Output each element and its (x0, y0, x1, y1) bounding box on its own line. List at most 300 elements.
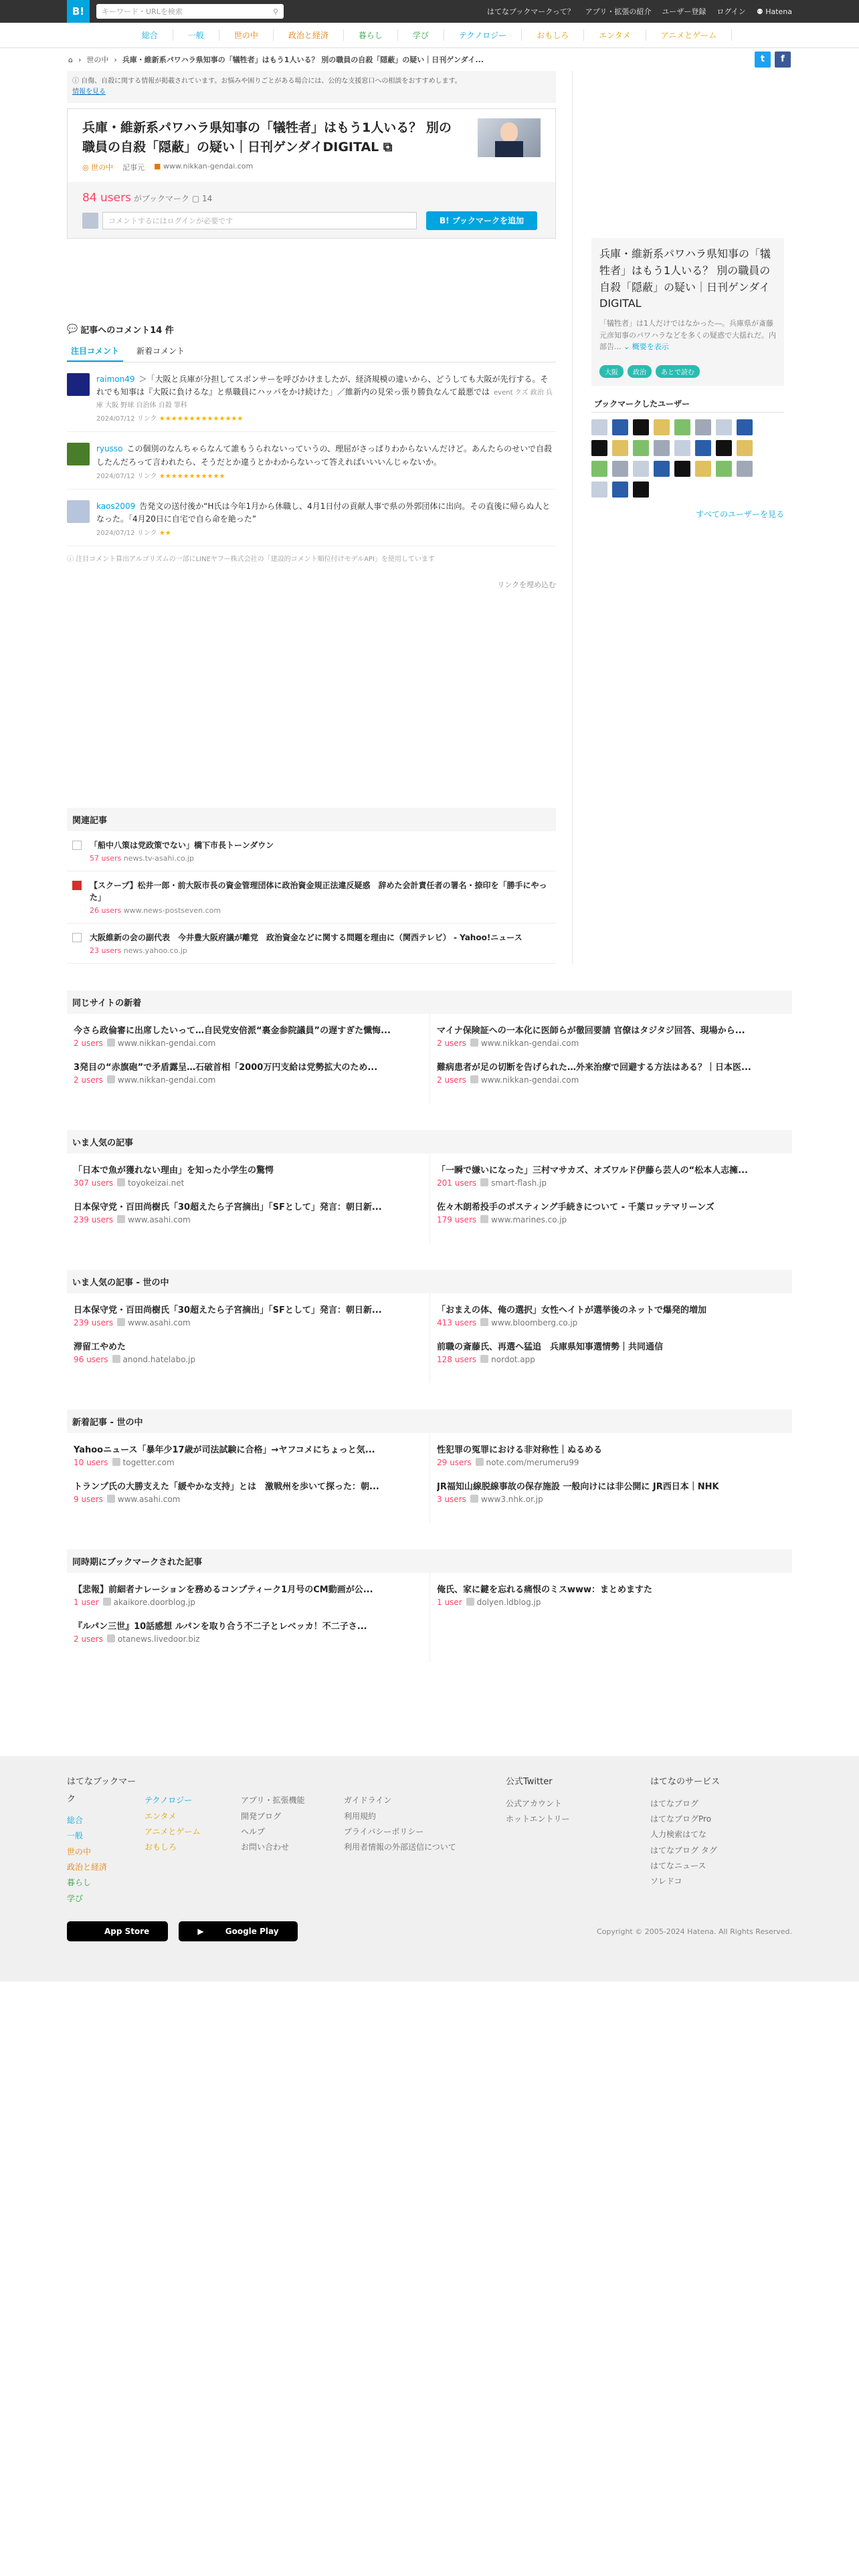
site-favicon-icon (117, 1318, 125, 1326)
star-rating[interactable]: ★★★★★★★★★★★★★★ (159, 415, 244, 423)
related-domain[interactable]: news.tv-asahi.co.jp (123, 854, 195, 863)
tag-read-later[interactable]: あとで読む (656, 365, 700, 378)
user-avatar[interactable] (612, 481, 628, 498)
footer-link[interactable]: はてなブログ (650, 1798, 699, 1808)
related-title[interactable]: 「船中八策は党政策でない」橋下市長トーンダウン (90, 841, 274, 851)
page-icon (72, 841, 82, 850)
footer-category-link[interactable]: テクノロジー (145, 1796, 193, 1806)
footer-category-link[interactable]: 暮らし (67, 1878, 92, 1888)
search-icon[interactable]: ⚲ (272, 7, 278, 16)
footer-link[interactable]: ホットエントリー (506, 1814, 570, 1824)
footer-link[interactable]: ヘルプ (241, 1826, 266, 1836)
user-avatar[interactable] (674, 440, 690, 456)
footer-link[interactable]: ガイドライン (344, 1796, 392, 1806)
comment-username[interactable]: kaos2009 (96, 501, 136, 511)
section-column (430, 1154, 792, 1243)
comment-username[interactable]: raimon49 (96, 374, 135, 384)
about-link[interactable]: はてなブックマークって？ (487, 7, 575, 16)
sidebar-entry-card (591, 238, 784, 386)
register-link[interactable]: ユーザー登録 (662, 7, 706, 16)
nav-item-category[interactable]: 政治と経済 (274, 29, 344, 41)
footer-link[interactable]: プライバシーポリシー (344, 1826, 424, 1836)
nav-item-category[interactable]: エンタメ (584, 29, 646, 41)
article-meta (437, 1458, 785, 1467)
user-avatar[interactable] (695, 440, 711, 456)
footer-link[interactable]: 利用規約 (344, 1811, 377, 1821)
bookmark-count[interactable]: 84 users (82, 191, 131, 205)
article-item (74, 1442, 423, 1467)
article-users[interactable]: 10 users (74, 1458, 108, 1468)
related-title[interactable]: 【スクープ】松井一郎・前大阪市長の資金管理団体に政治資金規正法違反疑惑 辞めた会計責任者の署名・捺印を「勝手にやった」 (90, 881, 547, 903)
facebook-share-icon[interactable]: f (775, 51, 791, 68)
article-item (437, 1060, 785, 1085)
info-icon: ⓘ (72, 78, 82, 85)
related-domain[interactable]: www.news-postseven.com (123, 906, 221, 916)
footer-category-link[interactable]: アニメとゲーム (145, 1826, 201, 1836)
article-meta (74, 1634, 423, 1644)
article-users[interactable]: 307 users (74, 1178, 114, 1188)
article-title[interactable]: 3発目の“赤旗砲”で矛盾露呈…石破首相「2000万円支給は党勢拡大のため... (74, 1063, 378, 1073)
article-section (67, 1270, 792, 1383)
site-favicon-icon (480, 1178, 488, 1186)
article-domain[interactable]: anond.hatelabo.jp (122, 1355, 196, 1365)
article-title[interactable]: 性犯罪の冤罪における非対称性｜ぬるめる (437, 1445, 603, 1456)
article-item (74, 1303, 423, 1327)
user-avatar[interactable] (633, 440, 649, 456)
article-item (437, 1023, 785, 1048)
site-favicon-icon (476, 1458, 484, 1466)
footer-link[interactable]: お問い合わせ (241, 1842, 290, 1852)
tab-new-comments[interactable]: 新着コメント (136, 346, 185, 356)
user-avatar[interactable] (674, 461, 690, 477)
article-users[interactable]: 2 users (437, 1075, 466, 1085)
comment-body (96, 443, 556, 481)
site-favicon-icon (107, 1495, 115, 1503)
nav-item-category[interactable]: 学び (398, 29, 444, 41)
breadcrumb: ⌂ › 世の中 › 兵庫・維新系パワハラ県知事の「犠牲者」はもう1人いる？ 別の職員の自殺「隠蔽」の疑い｜日刊ゲンダイ... t f (0, 48, 859, 71)
article-domain[interactable]: www.bloomberg.co.jp (491, 1318, 578, 1328)
google-play-badge[interactable]: ▶ Google Play (179, 1921, 297, 1941)
user-avatar[interactable] (737, 419, 753, 435)
footer-category-link[interactable]: 世の中 (67, 1846, 92, 1856)
article-item (74, 1023, 423, 1048)
comment-input[interactable]: コメントするにはログインが必要です (102, 212, 417, 229)
all-users-link[interactable]: すべてのユーザーを見る (696, 509, 784, 519)
article-domain[interactable]: akaikore.doorblog.jp (113, 1598, 196, 1608)
article-title[interactable]: 佐々木朗希投手のポスティング手続きについて - 千葉ロッテマリーンズ (437, 1202, 714, 1213)
copyright: Copyright © 2005-2024 Hatena. All Rights Reserved. (596, 1927, 792, 1936)
comment-tags[interactable]: event クズ 政治 兵庫 大阪 野球 自治体 自殺 罪科 (96, 389, 553, 410)
site-favicon-icon (470, 1075, 478, 1083)
nav-item-category[interactable]: 世の中 (219, 29, 274, 41)
site-favicon-icon (117, 1178, 125, 1186)
related-title[interactable]: 大阪維新の会の副代表 今井豊大阪府議が離党 政治資金などに関する問題を理由に（関西テレビ） - Yahoo!ニュース (90, 933, 522, 943)
article-item (74, 1619, 423, 1644)
user-avatar[interactable] (737, 461, 753, 477)
avatar[interactable] (67, 443, 90, 465)
star-rating[interactable]: ★★★★★★★★★★★ (159, 472, 225, 480)
related-domain[interactable]: news.yahoo.co.jp (123, 946, 187, 956)
comment-text: 告発文の送付後か“H氏は今年1月から休職し、4月1日付の貢献人事で県の外郭団体に出向。その直後に帰らぬ人となった。「4月20日に自宅で自ら命を絶った” (96, 501, 551, 524)
article-title[interactable]: 難病患者が足の切断を告げられた…外来治療で回避する方法はある？｜日本医... (437, 1063, 751, 1073)
article-domain[interactable]: www.asahi.com (128, 1318, 191, 1328)
comment-body (96, 373, 556, 425)
article-section (67, 1549, 792, 1662)
footer (0, 1756, 859, 1981)
user-avatar[interactable] (612, 419, 628, 435)
site-favicon-icon (103, 1598, 111, 1606)
article-meta (437, 1598, 785, 1607)
home-icon[interactable]: ⌂ (68, 55, 73, 64)
comment-meta (96, 471, 556, 482)
comments-note: ⓘ 注目コメント算出アルゴリズムの一部にLINEヤフー株式会社の「建設的コメント順位付けモデルAPI」を使用しています (67, 556, 435, 564)
user-avatar[interactable] (612, 440, 628, 456)
article-users[interactable]: 179 users (437, 1215, 477, 1225)
section-column (67, 1573, 430, 1662)
user-avatar-grid (591, 419, 772, 498)
article-users[interactable]: 239 users (74, 1215, 114, 1225)
entry-thumbnail[interactable] (478, 118, 541, 157)
article-users[interactable]: 3 users (437, 1495, 466, 1505)
article-title[interactable]: 【悲報】前細者ナレーションを務めるコンプティーク1月号のCM動画が公... (74, 1585, 373, 1596)
site-favicon-icon: ■ (154, 161, 161, 171)
sensitive-notice: ⓘ 自傷、自殺に関する情報が掲載されています。お悩みや困りごとがある場合には、公的な支援窓口への相談をおすすめします。 情報を見る (67, 71, 556, 103)
article-users[interactable]: 29 users (437, 1458, 472, 1468)
footer-link[interactable]: ソレドコ (650, 1876, 682, 1887)
comment-text: ＞「大阪と兵庫が分担してスポンサーを呼びかけましたが、経済規模の違いから、どうしても大阪が先行する。それでも知事は『大阪に負けるな』と県職員にハッパをかけ続けた」／維新内の見栄っ張り勝負なんて最悪では (96, 374, 549, 397)
article-item (437, 1479, 785, 1504)
sidebar-entry-title[interactable]: 兵庫・維新系パワハラ県知事の「犠牲者」はもう1人いる？ 別の職員の自殺「隠蔽」の疑い｜日刊ゲンダイDIGITAL (599, 247, 771, 310)
comment-text: この個別のなんちゃらなんて誰もうられないっていうの、理屈がさっぱりわからないんだけど。あんたらのせいで自殺したんだろって言われたら、そうだとか違うとかわからないって答えればいいいんじゃないか。 (96, 444, 553, 467)
article-meta (437, 1318, 785, 1327)
footer-category-link[interactable]: おもしろ (145, 1842, 177, 1852)
section-column (67, 1154, 430, 1243)
footer-link[interactable]: はてなブログ タグ (650, 1845, 717, 1855)
nav-item-category[interactable]: 暮らし (344, 29, 398, 41)
star-rating[interactable]: ★★ (159, 530, 171, 538)
add-bookmark-button[interactable]: B! ブックマークを追加 (426, 211, 537, 230)
user-avatar[interactable] (591, 440, 607, 456)
external-link-icon: ⧉ (383, 140, 393, 155)
user-avatar[interactable] (716, 440, 732, 456)
article-meta (437, 1075, 785, 1085)
login-link[interactable]: ログイン (717, 7, 746, 16)
article-title[interactable]: 「おまえの体、俺の選択」女性ヘイトが選挙後のネットで爆発的増加 (437, 1305, 707, 1316)
article-domain[interactable]: toyokeizai.net (128, 1178, 185, 1188)
article-title[interactable]: JR福知山線脱線事故の保存施設 一般向けには非公開に JR西日本｜NHK (437, 1482, 719, 1493)
site-favicon-icon (117, 1215, 125, 1223)
article-meta (74, 1215, 423, 1224)
article-meta (437, 1178, 785, 1188)
related-users[interactable]: 26 users (90, 906, 122, 916)
article-meta (437, 1039, 785, 1048)
article-users[interactable]: 2 users (74, 1634, 103, 1644)
article-item (74, 1200, 423, 1224)
sidebar (591, 71, 784, 964)
article-users[interactable]: 96 users (74, 1355, 108, 1365)
site-favicon-icon (480, 1355, 488, 1363)
user-avatar[interactable] (716, 419, 732, 435)
footer-link[interactable]: 利用者情報の外部送信について (344, 1842, 456, 1852)
avatar[interactable] (67, 500, 90, 523)
footer-heading: はてなブックマーク (67, 1777, 136, 1804)
article-domain[interactable]: www.nikkan-gendai.com (117, 1075, 216, 1085)
article-section (67, 990, 792, 1103)
entry-title[interactable]: 兵庫・維新系パワハラ県知事の「犠牲者」はもう1人いる？ 別の職員の自殺「隠蔽」の疑い｜日刊ゲンダイDIGITAL ⧉ (82, 120, 452, 155)
user-avatar[interactable] (612, 461, 628, 477)
avatar[interactable] (67, 373, 90, 396)
article-item (437, 1303, 785, 1327)
hatena-icon: ⚉ (756, 7, 763, 16)
nav-item-category[interactable]: 一般 (173, 29, 219, 41)
related-users[interactable]: 57 users (90, 854, 122, 863)
article-domain[interactable]: otanews.livedoor.biz (117, 1634, 200, 1644)
footer-category-link[interactable]: 総合 (67, 1815, 84, 1825)
entry-card: 兵庫・維新系パワハラ県知事の「犠牲者」はもう1人いる？ 別の職員の自殺「隠蔽」の疑い｜日刊ゲンダイDIGITAL ⧉ ◎ 世の中 記事元 ■ www.nikkan-gendai.com 84 users がブックマーク ▢ 14 コメントするにはログインが必要です B! ブックマークを追加 (67, 108, 556, 239)
site-favicon-icon (466, 1598, 474, 1606)
article-domain[interactable]: smart-flash.jp (491, 1178, 547, 1188)
app-store-badge[interactable]: App Store (67, 1921, 168, 1941)
article-item (437, 1582, 785, 1607)
user-avatar[interactable] (591, 419, 607, 435)
related-meta (90, 946, 522, 955)
article-meta (74, 1598, 423, 1607)
article-item (437, 1442, 785, 1467)
user-avatar[interactable] (633, 419, 649, 435)
section-column (67, 1014, 430, 1103)
section-column (430, 1293, 792, 1383)
tag-politics[interactable]: 政治 (628, 365, 652, 378)
site-favicon-icon (112, 1355, 120, 1363)
article-item (437, 1163, 785, 1188)
comment-date[interactable]: 2024/07/12 (96, 415, 135, 423)
article-domain[interactable]: www.nikkan-gendai.com (480, 1039, 579, 1049)
article-section (67, 1130, 792, 1243)
article-users[interactable]: 1 user (437, 1598, 462, 1608)
article-domain[interactable]: www.marines.co.jp (491, 1215, 567, 1225)
user-avatar[interactable] (633, 461, 649, 477)
related-item (67, 831, 556, 871)
comment-item (67, 490, 556, 546)
hatena-bookmark-logo[interactable]: B! (67, 0, 90, 23)
footer-category-link[interactable]: エンタメ (145, 1811, 177, 1821)
comment-username[interactable]: ryusso (96, 444, 123, 454)
section-column (67, 1293, 430, 1383)
article-meta (437, 1215, 785, 1224)
article-title[interactable]: 今さら政倫審に出席したいって…自民党安倍派“裏金参院議員”の遅すぎた懺悔... (74, 1026, 391, 1037)
article-users[interactable]: 239 users (74, 1318, 114, 1328)
related-meta (90, 906, 551, 915)
footer-link[interactable]: アプリ・拡張機能 (241, 1796, 305, 1806)
section-heading: 新着記事 - 世の中 (67, 1410, 792, 1433)
tag-osaka[interactable]: 大阪 (599, 365, 624, 378)
article-title[interactable]: Yahooニュース「暴年少17歳が司法試験に合格」→ヤフコメにちょっと気... (74, 1445, 375, 1456)
article-users[interactable]: 413 users (437, 1318, 477, 1328)
article-item (74, 1060, 423, 1085)
article-meta (74, 1458, 423, 1467)
user-avatar[interactable] (674, 419, 690, 435)
article-users[interactable]: 2 users (437, 1039, 466, 1049)
nav-item-category[interactable]: おもしろ (522, 29, 584, 41)
section-heading: 同じサイトの新着 (67, 990, 792, 1014)
related-item (67, 924, 556, 964)
site-favicon-icon (480, 1215, 488, 1223)
article-domain[interactable]: nordot.app (491, 1355, 535, 1365)
comment-meta (96, 528, 556, 539)
article-domain[interactable]: www.asahi.com (128, 1215, 191, 1225)
comment-item (67, 362, 556, 433)
article-users[interactable]: 9 users (74, 1495, 103, 1505)
article-title[interactable]: 前職の斎藤氏、再選へ猛追 兵庫県知事選情勢｜共同通信 (437, 1342, 664, 1353)
user-avatar[interactable] (737, 440, 753, 456)
article-item (437, 1339, 785, 1364)
section-column (430, 1573, 792, 1662)
footer-category-link[interactable]: 政治と経済 (67, 1862, 108, 1872)
nav-item-category[interactable]: テクノロジー (444, 29, 522, 41)
user-avatar[interactable] (654, 419, 670, 435)
related-meta (90, 854, 274, 863)
user-avatar[interactable] (695, 461, 711, 477)
user-avatar[interactable] (591, 461, 607, 477)
site-favicon-icon (107, 1634, 115, 1642)
article-item (437, 1200, 785, 1224)
section-heading: いま人気の記事 (67, 1130, 792, 1154)
comment-count: 14 (201, 193, 213, 203)
footer-link[interactable]: 人力検索はてな (650, 1830, 707, 1840)
user-avatar[interactable] (716, 461, 732, 477)
play-icon: ▶ (188, 1921, 213, 1941)
section-heading: いま人気の記事 - 世の中 (67, 1270, 792, 1293)
notice-info-link[interactable]: 情報を見る (72, 88, 106, 96)
article-users[interactable]: 2 users (74, 1039, 103, 1049)
comment-meta (96, 414, 556, 425)
comments-heading: 💬 記事へのコメント14 件 (67, 324, 174, 336)
user-avatar[interactable] (633, 481, 649, 498)
info-icon: ⓘ (67, 556, 74, 564)
article-users[interactable]: 201 users (437, 1178, 477, 1188)
article-meta (74, 1075, 423, 1085)
article-title[interactable]: 日本保守党・百田尚樹氏「30超えたら子宮摘出」「SFとして」発言：朝日新... (74, 1305, 382, 1316)
main-column (67, 71, 573, 964)
breadcrumb-title: 兵庫・維新系パワハラ県知事の「犠牲者」はもう1人いる？ 別の職員の自殺「隠蔽」の疑い｜日刊ゲンダイ... (122, 56, 484, 64)
hatena-brand[interactable]: ⚉ Hatena (756, 7, 792, 16)
site-favicon-icon (470, 1039, 478, 1047)
comment-permalink[interactable]: リンク (136, 415, 157, 423)
article-domain[interactable]: dolyen.ldblog.jp (476, 1598, 541, 1608)
section-column (67, 1433, 430, 1523)
article-meta (74, 1039, 423, 1048)
related-heading: 関連記事 (67, 808, 556, 831)
global-header (0, 0, 859, 23)
user-avatar[interactable] (654, 440, 670, 456)
section-column (430, 1014, 792, 1103)
article-users[interactable]: 2 users (74, 1075, 103, 1085)
site-favicon-icon (470, 1495, 478, 1503)
site-favicon-icon (107, 1075, 115, 1083)
article-title[interactable]: トランプ氏の大勝支えた「緩やかな支持」とは 激戦州を歩いて探った：朝... (74, 1482, 379, 1493)
twitter-share-icon[interactable]: t (755, 51, 771, 68)
nav-item-category[interactable]: アニメとゲーム (646, 29, 732, 41)
show-summary-button[interactable]: ⌄ 概要を表示 (624, 342, 669, 352)
article-domain[interactable]: www.nikkan-gendai.com (480, 1075, 579, 1085)
user-avatar[interactable] (591, 481, 607, 498)
article-title[interactable]: 俺氏、家に鍵を忘れる痛恨のミスwww：まとめますた (437, 1585, 653, 1596)
article-domain[interactable]: www.nikkan-gendai.com (117, 1039, 216, 1049)
breadcrumb-category[interactable]: 世の中 (86, 56, 109, 64)
footer-twitter-heading: 公式Twitter (506, 1777, 553, 1788)
embed-link[interactable]: リンクを埋め込む (497, 580, 556, 590)
article-title[interactable]: 「一瞬で嫌いになった」三村マサカズ、オズワルド伊藤ら芸人の“松本人志擁... (437, 1166, 748, 1176)
footer-services-heading: はてなのサービス (650, 1777, 721, 1788)
article-title[interactable]: 滞留工やめた (74, 1342, 126, 1353)
article-item (74, 1339, 423, 1364)
user-avatar[interactable] (654, 461, 670, 477)
section-column (430, 1433, 792, 1523)
article-meta (437, 1355, 785, 1364)
bookmarked-users-heading: ブックマークしたユーザー (591, 395, 784, 413)
article-users[interactable]: 1 user (74, 1598, 99, 1608)
article-title[interactable]: マイナ保険証への一本化に医師らが徹回要請 官僚はタジタジ回答、現場から... (437, 1026, 745, 1037)
comment-date[interactable]: 2024/07/12 (96, 472, 135, 480)
footer-link[interactable]: 開発ブログ (241, 1811, 282, 1821)
related-item (67, 871, 556, 924)
footer-link[interactable]: はてなブログPro (650, 1814, 712, 1824)
comment-body (96, 500, 556, 539)
article-users[interactable]: 128 users (437, 1355, 477, 1365)
avatar (82, 213, 98, 229)
article-title[interactable]: 日本保守党・百田尚樹氏「30超えたら子宮摘出」「SFとして」発言：朝日新... (74, 1202, 382, 1213)
article-domain[interactable]: note.com/merumeru99 (486, 1458, 579, 1468)
footer-category-link[interactable]: 学び (67, 1893, 84, 1903)
article-meta (74, 1495, 423, 1504)
footer-link[interactable]: はてなニュース (650, 1861, 706, 1871)
tab-featured-comments[interactable]: 注目コメント (67, 342, 123, 362)
article-domain[interactable]: www3.nhk.or.jp (480, 1495, 543, 1505)
article-title[interactable]: 『ルパン三世』10話感想 ルパンを取り合う不二子とレベッカ！不二子さ... (74, 1622, 367, 1632)
article-domain[interactable]: www.asahi.com (117, 1495, 181, 1505)
entry-domain[interactable]: ■ www.nikkan-gendai.com (154, 161, 254, 171)
site-favicon-icon (480, 1318, 488, 1326)
category-nav (0, 23, 859, 48)
comment-icon: ▢ (191, 193, 200, 203)
article-section (67, 1410, 792, 1523)
sidebar-description: 「犠牲者」は1人だけではなかった―。兵庫県が斎藤元彦知事のパワハラなどを多くの疑惑で大揺れだ。内部告... (599, 319, 776, 352)
nav-item-category[interactable]: 総合 (127, 29, 173, 41)
site-favicon-icon (107, 1039, 115, 1047)
site-favicon-icon (112, 1458, 120, 1466)
comment-date[interactable]: 2024/07/12 (96, 530, 135, 538)
search-input[interactable]: キーワード・URLを検索 ⚲ (96, 4, 284, 19)
comment-permalink[interactable]: リンク (136, 472, 157, 480)
article-meta (74, 1355, 423, 1364)
apple-icon (76, 1921, 95, 1941)
entry-category[interactable]: ◎ 世の中 (82, 163, 114, 172)
user-avatar[interactable] (695, 419, 711, 435)
article-title[interactable]: 「日本で魚が獲れない理由」を知った小学生の驚愕 (74, 1166, 274, 1176)
footer-category-link[interactable]: 一般 (67, 1831, 84, 1841)
apps-link[interactable]: アプリ・拡張の紹介 (585, 7, 652, 16)
article-item (74, 1582, 423, 1607)
article-domain[interactable]: togetter.com (122, 1458, 175, 1468)
article-meta (74, 1178, 423, 1188)
source-label: 記事元 (122, 163, 145, 172)
related-users[interactable]: 23 users (90, 946, 122, 956)
article-item (74, 1479, 423, 1504)
article-meta (437, 1495, 785, 1504)
footer-link[interactable]: 公式アカウント (506, 1798, 562, 1808)
comment-permalink[interactable]: リンク (136, 530, 157, 538)
article-meta (74, 1318, 423, 1327)
